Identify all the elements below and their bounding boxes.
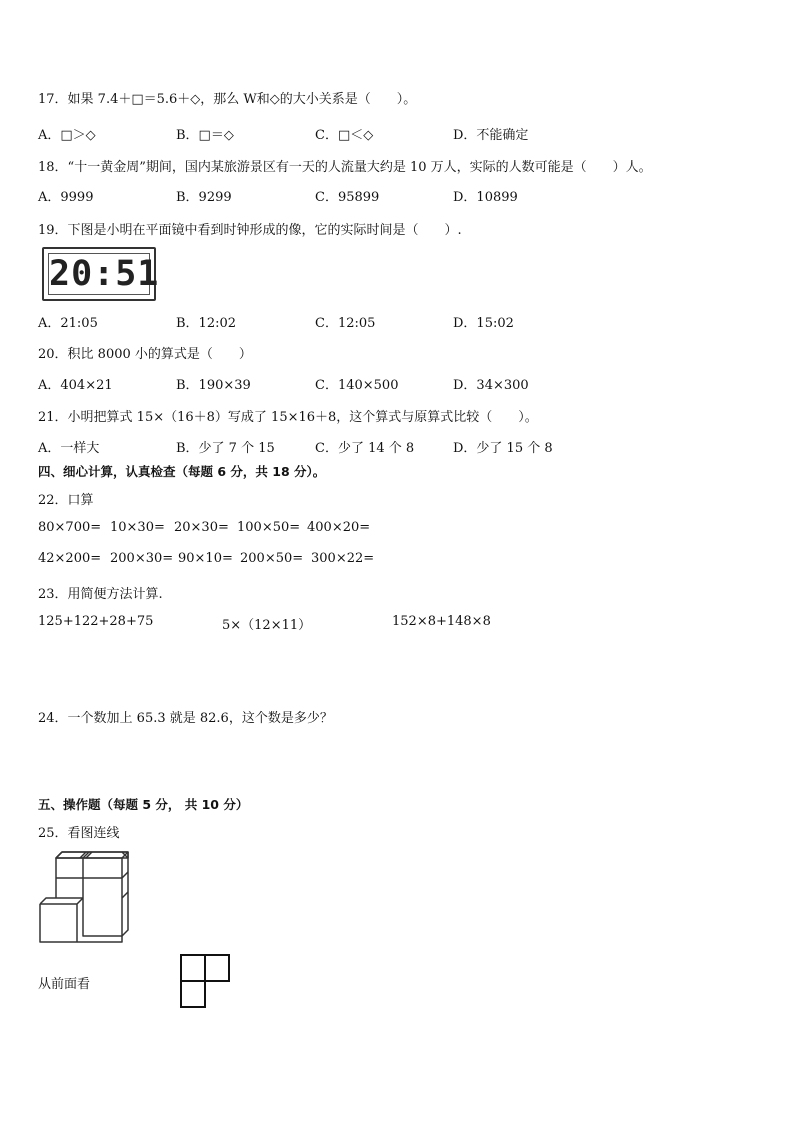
q20-option-c[interactable]: C．140×500 — [315, 378, 399, 393]
q17-option-d[interactable]: D．不能确定 — [453, 128, 529, 143]
q17-option-c[interactable]: C．□＜◇ — [315, 128, 374, 143]
q21-option-a[interactable]: A．一样大 — [38, 441, 100, 456]
q17-option-a[interactable]: A．□＞◇ — [38, 128, 96, 143]
cube-stack-figure — [36, 848, 132, 946]
q25-view-label: 从前面看 — [38, 977, 91, 992]
q20-stem: 20．积比 8000 小的算式是（ ） — [38, 347, 252, 362]
section-5-heading: 五、操作题（每题 5 分， 共 10 分） — [38, 797, 249, 812]
q22-r2-c4: 200×50= — [240, 551, 304, 566]
q22-r2-c1: 42×200= — [38, 551, 102, 566]
q21-stem: 21．小明把算式 15×（16＋8）写成了 15×16＋8，这个算式与原算式比较（ ）。 — [38, 410, 538, 425]
q17-option-b[interactable]: B．□＝◇ — [176, 128, 234, 143]
q18-stem: 18．“十一黄金周”期间，国内某旅游景区有一天的人流量大约是 10 万人，实际的人数可能是（ ）人。 — [38, 160, 652, 175]
q22-stem: 22．口算 — [38, 493, 94, 508]
q20-option-d[interactable]: D．34×300 — [453, 378, 529, 393]
q18-option-d[interactable]: D．10899 — [453, 190, 518, 205]
q22-r1-c1: 80×700= — [38, 520, 102, 535]
q23-item-3: 152×8+148×8 — [392, 614, 491, 629]
q25-stem: 25．看图连线 — [38, 826, 120, 841]
q23-stem: 23．用简便方法计算. — [38, 587, 163, 602]
mirror-clock-image — [42, 247, 160, 301]
q24-stem: 24．一个数加上 65.3 就是 82.6，这个数是多少？ — [38, 711, 333, 726]
q21-option-d[interactable]: D．少了 15 个 8 — [453, 441, 553, 456]
q17-stem: 17．如果 7.4＋□＝5.6＋◇，那么 W和◇的大小关系是（ ）。 — [38, 92, 417, 107]
q22-r1-c4: 100×50= — [237, 520, 301, 535]
q19-option-a[interactable]: A．21:05 — [38, 316, 98, 331]
q21-option-c[interactable]: C．少了 14 个 8 — [315, 441, 415, 456]
q21-option-b[interactable]: B．少了 7 个 15 — [176, 441, 275, 456]
q23-item-2: 5×（12×11） — [222, 618, 312, 633]
front-view-grid[interactable] — [179, 953, 231, 1009]
q18-option-a[interactable]: A．9999 — [38, 190, 94, 205]
q20-option-a[interactable]: A．404×21 — [38, 378, 113, 393]
q18-option-b[interactable]: B．9299 — [176, 190, 232, 205]
section-4-heading: 四、细心计算，认真检查（每题 6 分，共 18 分）。 — [38, 464, 326, 479]
q23-item-1: 125+122+28+75 — [38, 614, 154, 629]
q22-r1-c2: 10×30= — [110, 520, 165, 535]
q22-r2-c2: 200×30= — [110, 551, 174, 566]
q22-r2-c5: 300×22= — [311, 551, 375, 566]
q22-r1-c5: 400×20= — [307, 520, 371, 535]
q19-option-b[interactable]: B．12:02 — [176, 316, 237, 331]
q22-r2-c3: 90×10= — [178, 551, 233, 566]
q18-option-c[interactable]: C．95899 — [315, 190, 380, 205]
q19-stem: 19．下图是小明在平面镜中看到时钟形成的像，它的实际时间是（ ）. — [38, 223, 462, 238]
q20-option-b[interactable]: B．190×39 — [176, 378, 251, 393]
q19-option-d[interactable]: D．15:02 — [453, 316, 514, 331]
q19-option-c[interactable]: C．12:05 — [315, 316, 376, 331]
clock-frame — [48, 253, 160, 295]
q22-r1-c3: 20×30= — [174, 520, 229, 535]
clock-digits: 20:51 — [49, 254, 160, 294]
